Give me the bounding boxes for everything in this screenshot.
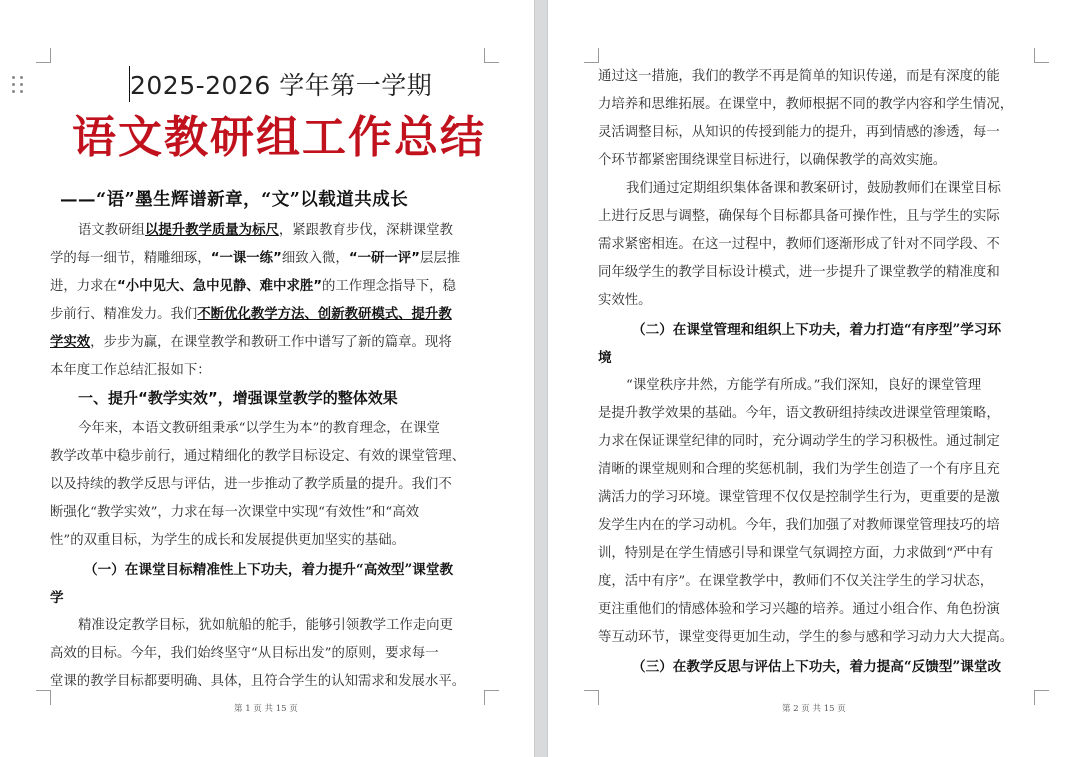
paragraph-line[interactable]: 实效性。 <box>598 293 652 308</box>
paragraph-line[interactable]: 等互动环节，课堂变得更加生动，学生的参与感和学习动力大大提高。 <box>598 630 1014 645</box>
crop-mark-top-right <box>1034 48 1049 63</box>
paragraph-line[interactable] <box>50 334 452 352</box>
crop-mark-top-left <box>36 48 51 63</box>
paragraph-line[interactable]: 需求紧密相连。在这一过程中，教师们逐渐形成了针对不同学段、不 <box>598 237 1000 252</box>
paragraph-line[interactable]: 清晰的课堂规则和合理的奖惩机制，我们为学生创造了一个有序且充 <box>598 462 1000 477</box>
text-run: 步前行、精准发力。我们 <box>50 307 198 322</box>
paragraph-line[interactable] <box>50 306 452 324</box>
text-run: 进，力求在 <box>50 279 117 294</box>
underlined-phrase: 以提升教学质量为标尺 <box>144 223 279 238</box>
paragraph-line[interactable]: 性”的双重目标，为学生的成长和发展提供更加坚实的基础。 <box>50 533 405 548</box>
paragraph-line[interactable] <box>78 222 453 240</box>
document-subtitle[interactable]: 2025-2026 学年第一学期 <box>130 71 433 100</box>
text-run: 层层推 <box>419 251 461 266</box>
paragraph-line[interactable]: 今年来，本语文教研组秉承“以学生为本”的教育理念，在课堂 <box>78 421 440 436</box>
crop-mark-top-left <box>584 48 599 63</box>
paragraph-line[interactable]: 满活力的学习环境。课堂管理不仅仅是控制学生行为，更重要的是激 <box>598 490 1000 505</box>
paragraph-line[interactable] <box>50 278 456 296</box>
crop-mark-bottom-left <box>584 690 599 705</box>
paragraph-line[interactable]: 力培养和思维拓展。在课堂中，教师根据不同的教学内容和学生情况， <box>598 97 1014 112</box>
paragraph-line[interactable]: 是提升教学效果的基础。今年，语文教研组持续改进课堂管理策略， <box>598 406 1000 421</box>
page-gutter <box>534 0 548 757</box>
paragraph-line[interactable]: “课堂秩序井然，方能学有所成。”我们深知，良好的课堂管理 <box>626 378 982 393</box>
subsection-heading[interactable]: （三）在教学反思与评估上下功夫，着力提高“反馈型”课堂改 <box>632 659 1002 675</box>
section-heading[interactable]: 一、提升“教学实效”，增强课堂教学的整体效果 <box>78 389 398 407</box>
bold-phrase: “一研一评” <box>348 251 420 266</box>
bold-phrase: “小中见大、急中见静、难中求胜” <box>116 279 323 294</box>
page-footer: 第 1 页 共 15 页 <box>234 704 298 714</box>
crop-mark-top-right <box>484 48 499 63</box>
paragraph-line[interactable] <box>50 250 460 268</box>
document-tagline[interactable]: ——“语”墨生辉谱新章，“文”以载道共成长 <box>60 190 409 210</box>
subsection-heading-continued[interactable]: 学 <box>50 590 64 606</box>
paragraph-line[interactable]: 精准设定教学目标，犹如航船的舵手，能够引领教学工作走向更 <box>78 618 453 633</box>
subsection-heading[interactable]: （一）在课堂目标精准性上下功夫，着力提升“高效型”课堂教 <box>84 562 454 578</box>
underlined-phrase: 不断优化教学方法、创新教研模式、提升教 <box>197 307 452 322</box>
paragraph-line[interactable]: 我们通过定期组织集体备课和教案研讨，鼓励教师们在课堂目标 <box>626 181 1001 196</box>
subsection-heading-continued[interactable]: 境 <box>598 350 612 366</box>
text-run: ，步步为赢，在课堂教学和教研工作中谱写了新的篇章。现将 <box>90 335 452 350</box>
crop-mark-bottom-left <box>36 690 51 705</box>
subsection-heading[interactable]: （二）在课堂管理和组织上下功夫，着力打造“有序型”学习环 <box>632 322 1002 338</box>
paragraph-line[interactable]: 训，特别是在学生情感引导和课堂气氛调控方面，力求做到“严中有 <box>598 546 994 561</box>
underlined-phrase: 学实效 <box>50 335 91 350</box>
page-footer: 第 2 页 共 15 页 <box>782 704 846 714</box>
paragraph-line[interactable]: 断强化“教学实效”，力求在每一次课堂中实现“有效性”和“高效 <box>50 505 419 520</box>
crop-mark-bottom-right <box>1034 690 1049 705</box>
document-page-2 <box>548 0 1080 757</box>
paragraph-line[interactable]: 发学生内在的学习动机。今年，我们加强了对教师课堂管理技巧的培 <box>598 518 1000 533</box>
paragraph-line[interactable]: 同年级学生的教学目标设计模式，进一步提升了课堂教学的精准度和 <box>598 265 1000 280</box>
text-run: 的工作理念指导下，稳 <box>322 279 456 294</box>
text-run: 学的每一细节，精雕细琢， <box>50 251 211 266</box>
paragraph-line[interactable]: 更注重他们的情感体验和学习兴趣的培养。通过小组合作、角色扮演 <box>598 602 1000 617</box>
paragraph-line[interactable]: 个环节都紧密围绕课堂目标进行，以确保教学的高效实施。 <box>598 153 947 168</box>
text-run: ，紧跟教育步伐，深耕课堂教 <box>278 223 453 238</box>
paragraph-line[interactable]: 以及持续的教学反思与评估，进一步推动了教学质量的提升。我们不 <box>50 477 452 492</box>
bold-phrase: “一课一练” <box>210 251 282 266</box>
text-run: 语文教研组 <box>78 223 145 238</box>
paragraph-line[interactable]: 本年度工作总结汇报如下： <box>50 363 211 378</box>
paragraph-line[interactable]: 教学改革中稳步前行，通过精细化的教学目标设定、有效的课堂管理、 <box>50 449 466 464</box>
document-page-1 <box>0 0 534 757</box>
paragraph-line[interactable]: 上进行反思与调整，确保每个目标都具备可操作性，且与学生的实际 <box>598 209 1000 224</box>
paragraph-line[interactable]: 力求在保证课堂纪律的同时，充分调动学生的学习积极性。通过制定 <box>598 434 1000 449</box>
paragraph-line[interactable]: 高效的目标。今年，我们始终坚守“从目标出发”的原则，要求每一 <box>50 646 439 661</box>
paragraph-line[interactable]: 通过这一措施，我们的教学不再是简单的知识传递，而是有深度的能 <box>598 69 1000 84</box>
paragraph-line[interactable]: 度，活中有序”。在课堂教学中，教师们不仅关注学生的学习状态， <box>598 574 994 589</box>
text-run: 细致入微， <box>281 251 349 266</box>
document-title[interactable]: 语文教研组工作总结 <box>72 112 486 163</box>
paragraph-line[interactable]: 灵活调整目标，从知识的传授到能力的提升，再到情感的渗透，每一 <box>598 125 1000 140</box>
paragraph-line[interactable]: 堂课的教学目标都要明确、具体，且符合学生的认知需求和发展水平。 <box>50 674 466 689</box>
drag-handle-icon[interactable] <box>12 76 24 94</box>
crop-mark-bottom-right <box>484 690 499 705</box>
